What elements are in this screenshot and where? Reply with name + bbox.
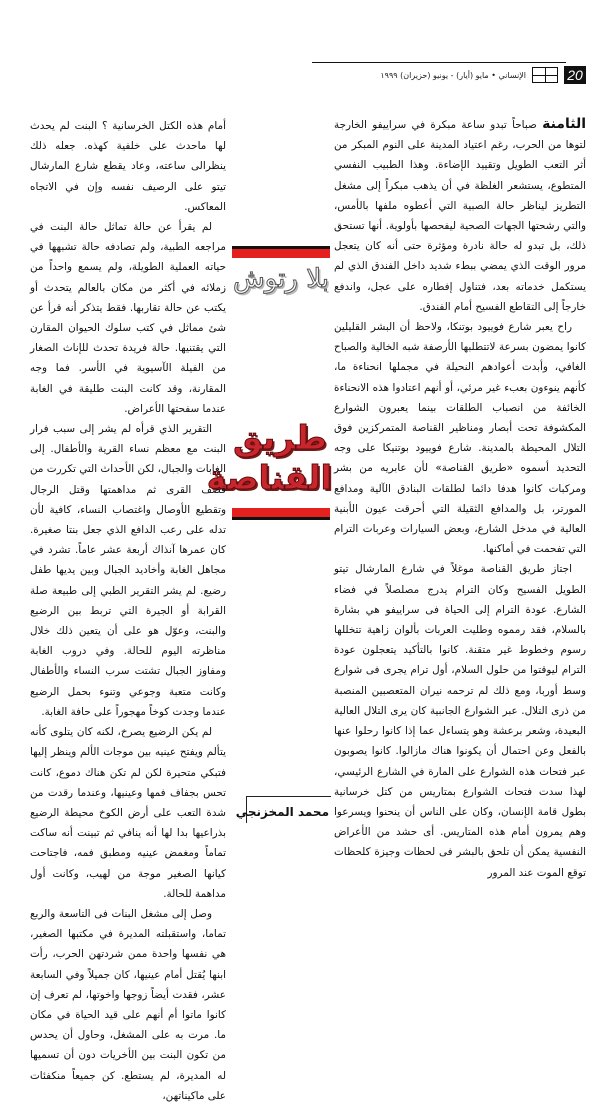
divider xyxy=(232,517,330,520)
paragraph: اجتاز طريق القناصة موغلاً في شارع المارشال تيتو الطويل الفسيح وكان الترام يدرج مصلصلاً في فضاء الشارع. عودة الترام إلى الحياة فى سراييفو هي بشارة بالسلام، فقد رمموه وطليت العربات بألوان زاهية تتخللها رسوم وخطوط غير متقنة. كانوا بالتأكيد يتعجلون عودة الترام ليوقتوا من حلول السلام، أول ترام يجرى فى شوارع وسط أوربا، ومع ذلك لم ترحمه نيران المتعصبين المنصبة من ذرى التلال. عبر الشوارع الجانبية كان يرى التلال العالية البعيدة، وشعر برعشة وهو يتساءل عما إذا كانوا رحلوا عنها بالفعل وعن احتمال أن يكونوا هناك مازالوا. كانوا يصوبون عبر فتحات هذه الشوارع على المارة في الشارع الرئيسي، لهذا سدت فتحات الشوارع بمتاريس من كتل خرسانية بطول قامة الإنسان، وكان على الناس أن ينحنوا ويسرعوا وهم يمرون أمام هذه المتاريس. أى حشد من الأعراض النفسية يمكن أن تلحق بالبشر فى لحظات وجيزة كلحظات توقع الموت عند المرور xyxy=(334,563,586,879)
accent-bar xyxy=(232,249,330,258)
article-column-left xyxy=(30,116,226,1106)
author-box xyxy=(235,796,331,823)
series-title: بلا رتوش xyxy=(233,264,329,294)
issue-info: الإنساني • مايو (أيار) - يونيو (حزيران) ١٩٩٩ xyxy=(380,70,526,80)
accent-bar xyxy=(232,508,330,517)
paragraph: لم يقرأ عن حالة تماثل حالة البنت في مراجعه الطبية، ولم تصادفه حالة تشبهها في حياته العملية الطويلة، ولم يسمع واحداً من زملائه في أكثر من مكان بالعالم يتحدث أو يكتب عن حالة تقاربها. فقط يتذكر أنه قرأ عن شئ مماثل في كتب سلوك الحيوان المقارن التي يقتنيها. حالة فريدة تحدث للإناث الصغار من الفيلة الآسيوية في الأسر. فما وجه المقارنة، وقد كانت البنت طليقة في الغابة عندما سفحتها الأعراض. xyxy=(30,221,226,415)
page-number: 20 xyxy=(564,66,586,84)
grid-icon xyxy=(532,67,558,83)
article-column-right xyxy=(334,114,586,883)
paragraph: التقرير الذي قرأه لم يشر إلى سبب فرار البنت مع معظم نساء القرية والأطفال. إلى الغابات والجبال، لكن الأحداث التي تكررت من قصف القرى ثم مداهمتها وقتل الرجال وتقطيع الأوصال واغتصاب النساء، كافية لأن تدله على رعب الدافع الذي جعل بنتا صغيرة. كان عمرها آنذاك أربعة عشر عاماً. تشرد في مجاهل الغابة وأخاديد الجبال وبين يديها طفل رضيع. لم يشر التقرير الطبي إلى طبيعة صلة القرابة أو الجيرة التي تربط بين الرضيع والبنت، وعوّل هو على أن يتعين ذلك خلال مناظرته اليوم للحالة. وفي دروب الغابة ومفاوز الجبال تشتت سرب النساء والأطفال وكانت متعبة وجوعي وتنوء بحمل الرضيع عندما وجدت كوخاً مهجوراً على حافة الغابة. xyxy=(30,423,226,718)
author-name: محمد المخزنجي xyxy=(235,805,329,819)
paragraph: الثامنة صباحاً تبدو ساعة مبكرة في سراييفو الخارجة لتوها من الحرب، رغم اعتياد المدينة على النوم المبكر من أثر التعب الطويل وتقييد الإضاءة. وهذا الطبيب النفسي المتطوع، يستشعر الغلظة في أن يذهب مبكراً إلى مشغل التطريز ليناظر حالة الصبية التي أعطوه ملفها بالأمس، والتي رشحتها الجهات الصحية ليفحصها بأولوية. أنها تستحق ذلك، بل تبدو له حالة نادرة ومؤثرة حتى أنه كان يتعجل مرور الوقت الذي يمضي ببطء شديد داخل الفندق الذي لم يستكمل خدماته بعد، فتناول إفطاره على عجل، واندفع خارجاً إلى التقاطع الفسيح أمام الفندق. xyxy=(334,116,586,313)
paragraph: راح يعبر شارع فوييود بوتنكا، ولاحظ أن البشر القليلين كانوا يمضون بسرعة لاتتطلبها الأرصفة شبه الخالية والصباح الغافي، وأبدت أعوادهم النحيلة في مجملها انحناءة ما، كأنهم ينوءون بعبء غير مرئي، أو أنهم اعتادوا هذه الانحناءة الخائفة من انصباب الطلقات بينما يعبرون الشوارع المكشوفة تحت أبصار ومناظير القناصة المتمركزين فوق التلال المحيطة بالمدينة. شارع فوييود بوتنيكا على وجه التحديد أسموه «طريق القناصة» لأن عابريه من بشر ومركبات كانوا هدفا دائما لطلقات البنادق الآلية ومدافع المورتر، بل والمدافع الثقيلة التي أحرقت عيون الأبنية العالية في مدخل الشارع، وبعض السيارات وعربات الترام التي تفحمت في أماكنها. xyxy=(334,321,586,556)
page-header xyxy=(300,66,586,84)
article-title: طريق القناصة xyxy=(206,418,332,497)
lead-word: الثامنة xyxy=(542,116,586,132)
series-title-block xyxy=(232,246,330,296)
paragraph: وصل إلى مشغل البنات فى التاسعة والربع تماما، واستقبلته المديرة في مكتبها الصغير، هي نفسها واحدة ممن شردتهن الحرب، رأت ابنها يُقتل أمام عينيها، كان جميلاً وفي السابعة عشر، فقدت أيضاً زوجها واخوتها، لم تعرف إن كانوا ماتوا أم أنهم على قيد الحياة في مكان ما. مرت به على المشغل، وحاول أن يحدس من تكون البنت بين الأخريات دون أن تسميها له المديرة، لم يستطع. كن جميعاً منكفئات على ماكيناتهن، xyxy=(30,907,226,1102)
paragraph: لم يكن الرضيع يصرخ، لكنه كان يتلوى كأنه يتألم ويفتح عينيه بين موجات الألم وينظر إليها فتبكي متحيرة لكن لم تكن هناك دموع، كانت تحس بجفاف فمها وعينيها، وعندما رقدت من شدة التعب على أرض الكوخ محيطة الرضيع بذراعيها بدا لها أنه ينافي ثم تبينت أنه ساكت تماماً ومغمض عينيه ومطبق فمه، فاجتاحت كيانها الصغير موجة من لهيب، وكانت أول مداهمة للحالة. xyxy=(30,726,226,900)
paragraph: أمام هذه الكتل الخرسانية ؟ البنت لم يحدث لها ماحدث على خلفية كهذه. جعله ذلك ينظرالى ساعته، وعاد يقطع شارع المارشال تيتو على الرصيف نفسه وإن في الاتجاه المعاكس. xyxy=(30,120,226,213)
header-rule xyxy=(312,62,566,63)
title-underline xyxy=(232,508,330,520)
